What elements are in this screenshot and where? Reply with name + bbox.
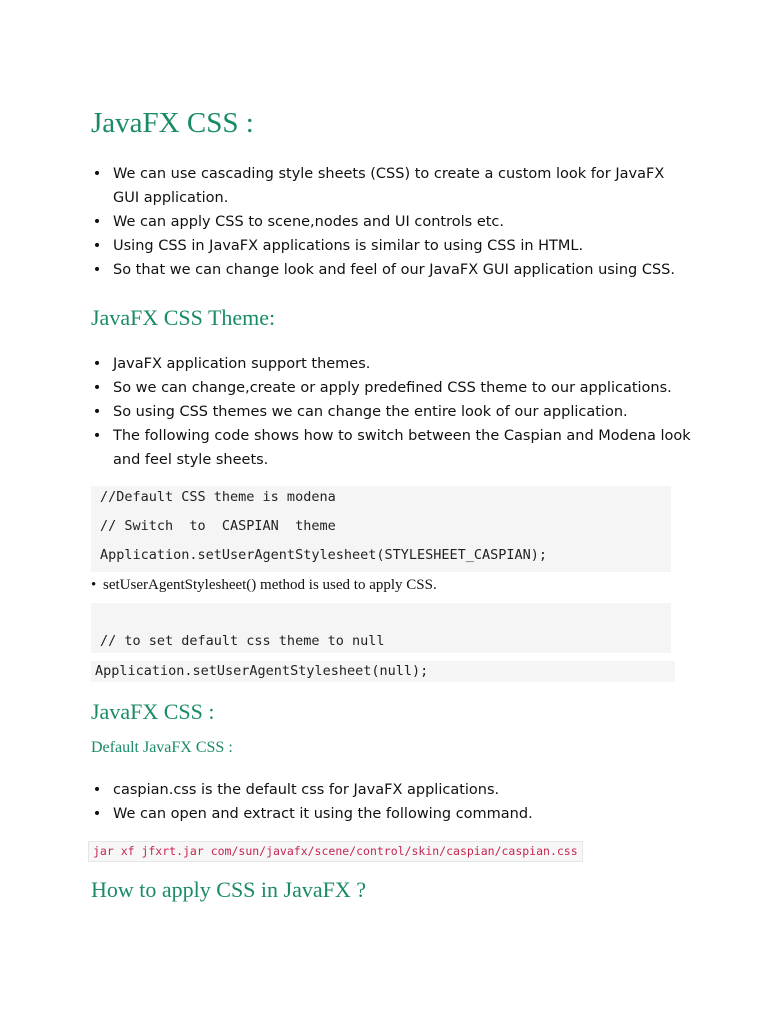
code-line: // to set default css theme to null [100, 633, 385, 649]
bullet-icon: • [92, 214, 102, 230]
section3-subheading: Default JavaFX CSS : [91, 739, 233, 756]
code-line: //Default CSS theme is modena [100, 489, 336, 505]
code-line: Application.setUserAgentStylesheet(STYLESHEET_CASPIAN); [100, 547, 548, 563]
bullet-icon: • [92, 806, 102, 822]
bullet-icon: • [92, 356, 102, 372]
code-block-null-comment [91, 603, 671, 653]
section2-bullet-list [91, 352, 691, 472]
list-item: • We can use cascading style sheets (CSS) to create a custom look for JavaFX GUI application. [91, 162, 691, 210]
bullet-icon: • [91, 577, 97, 593]
bullet-icon: • [92, 238, 102, 254]
code-block-null-call [91, 661, 675, 682]
list-item: • Using CSS in JavaFX applications is similar to using CSS in HTML. [91, 234, 691, 258]
method-note [91, 574, 437, 596]
section4-heading: How to apply CSS in JavaFX ? [91, 877, 366, 902]
list-item: • JavaFX application support themes. [91, 352, 691, 376]
list-item: • So using CSS themes we can change the entire look of our application. [91, 400, 691, 424]
list-item: • We can apply CSS to scene,nodes and UI controls etc. [91, 210, 691, 234]
list-item: • The following code shows how to switch between the Caspian and Modena look and feel style sheets. [91, 424, 691, 472]
section3-heading: JavaFX CSS : [91, 699, 215, 724]
bullet-icon: • [92, 428, 102, 444]
section3-bullet-list [91, 778, 691, 826]
section1-heading: JavaFX CSS : [91, 107, 254, 139]
section1-bullet-list [91, 162, 691, 282]
list-item: • So we can change,create or apply predefined CSS theme to our applications. [91, 376, 691, 400]
code-line: Application.setUserAgentStylesheet(null); [95, 663, 429, 679]
bullet-icon: • [92, 782, 102, 798]
extract-command: jar xf jfxrt.jar com/sun/javafx/scene/control/skin/caspian/caspian.css [88, 841, 583, 862]
bullet-icon: • [92, 166, 102, 182]
method-note-text: setUserAgentStylesheet() method is used to apply CSS. [103, 577, 437, 593]
code-block-theme-switch [91, 486, 671, 572]
list-item: • We can open and extract it using the following command. [91, 802, 691, 826]
code-line: // Switch to CASPIAN theme [100, 518, 336, 534]
bullet-icon: • [92, 380, 102, 396]
bullet-icon: • [92, 404, 102, 420]
list-item: • So that we can change look and feel of our JavaFX GUI application using CSS. [91, 258, 691, 282]
bullet-icon: • [92, 262, 102, 278]
list-item: • caspian.css is the default css for JavaFX applications. [91, 778, 691, 802]
section2-heading: JavaFX CSS Theme: [91, 305, 276, 330]
